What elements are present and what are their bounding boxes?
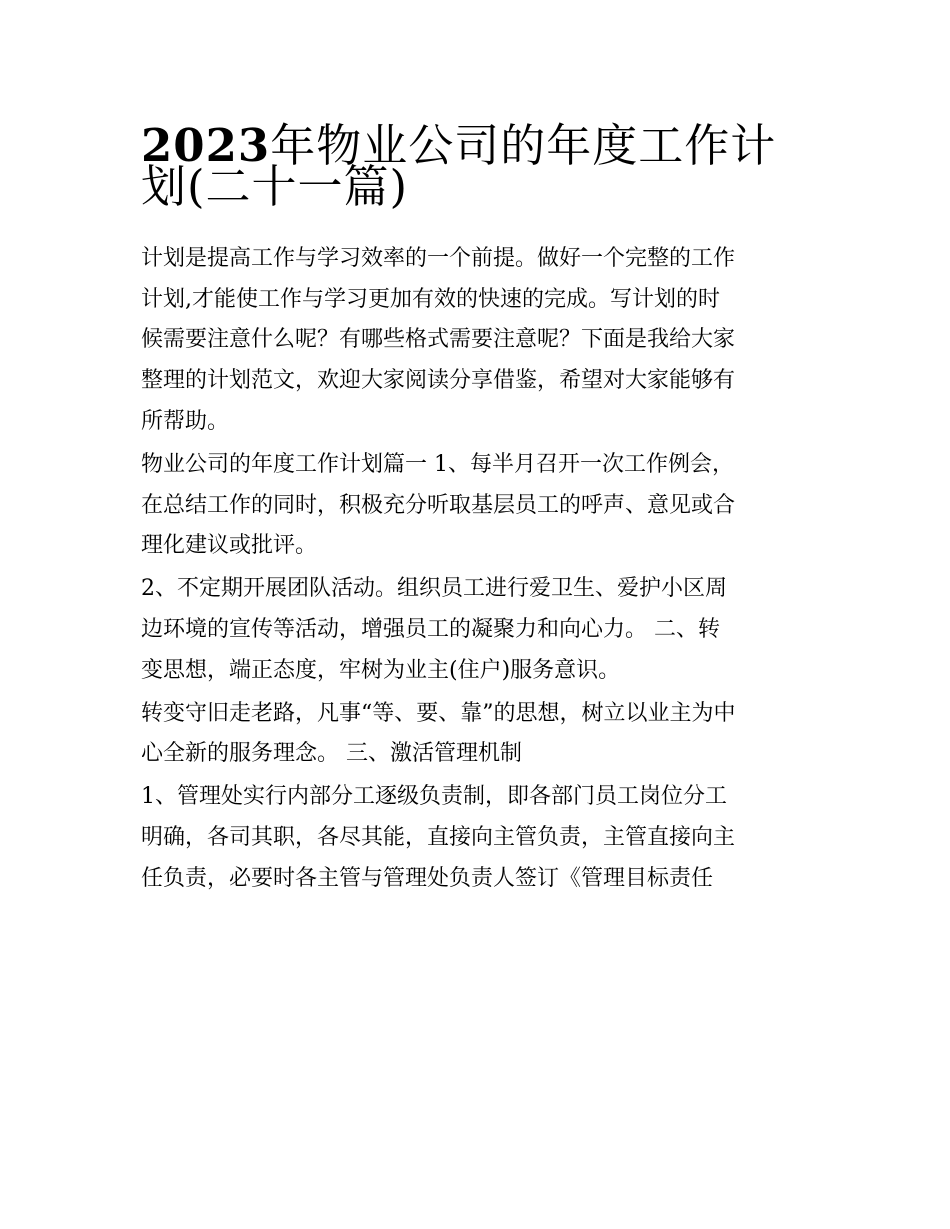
title-line-1-text: 年物业公司的年度工作计 [270,119,777,172]
paragraph-intro [141,239,813,443]
title-year: 2023 [141,119,271,172]
title-line-1 [141,112,813,172]
text-line: 物业公司的年度工作计划篇一 1、每半月召开一次工作例会， [141,451,734,477]
text-line: 整理的计划范文，欢迎大家阅读分享借鉴，希望对大家能够有 [141,368,736,394]
title-line-2: 划(二十一篇) [141,159,409,213]
text-line: 所帮助。 [141,408,230,434]
text-line: 计划是提高工作与学习效率的一个前提。做好一个完整的工作 [141,245,736,271]
text-line: 计划,才能使工作与学习更加有效的快速的完成。写计划的时 [141,286,720,312]
text-line: 明确，各司其职，各尽其能，直接向主管负责，主管直接向主 [141,824,736,850]
paragraph-plan-one [141,445,813,567]
text-line: 1、管理处实行内部分工逐级负责制，即各部门员工岗位分工 [141,784,727,810]
text-line: 理化建议或批评。 [141,533,318,559]
paragraph-team-activities [141,569,813,691]
document-title [141,112,813,221]
text-line: 心全新的服务理念。 三、激活管理机制 [141,741,522,767]
document-content [141,112,813,900]
text-line: 边环境的宣传等活动，增强员工的凝聚力和向心力。 二、转 [141,616,720,642]
text-line: 变思想，端正态度，牢树为业主(住户)服务意识。 [141,657,621,683]
text-line: 任负责，必要时各主管与管理处负责人签订《管理目标责任 [141,865,714,891]
paragraph-service-concept [141,694,813,776]
text-line: 转变守旧走老路，凡事“等、要、靠”的思想，树立以业主为中 [141,700,736,726]
text-line: 2、不定期开展团队活动。组织员工进行爱卫生、爱护小区周 [141,576,727,602]
document-body [141,239,813,900]
text-line: 候需要注意什么呢？有哪些格式需要注意呢？下面是我给大家 [141,327,736,353]
text-line: 在总结工作的同时，积极充分听取基层员工的呼声、意见或合 [141,492,736,518]
paragraph-management [141,777,813,899]
